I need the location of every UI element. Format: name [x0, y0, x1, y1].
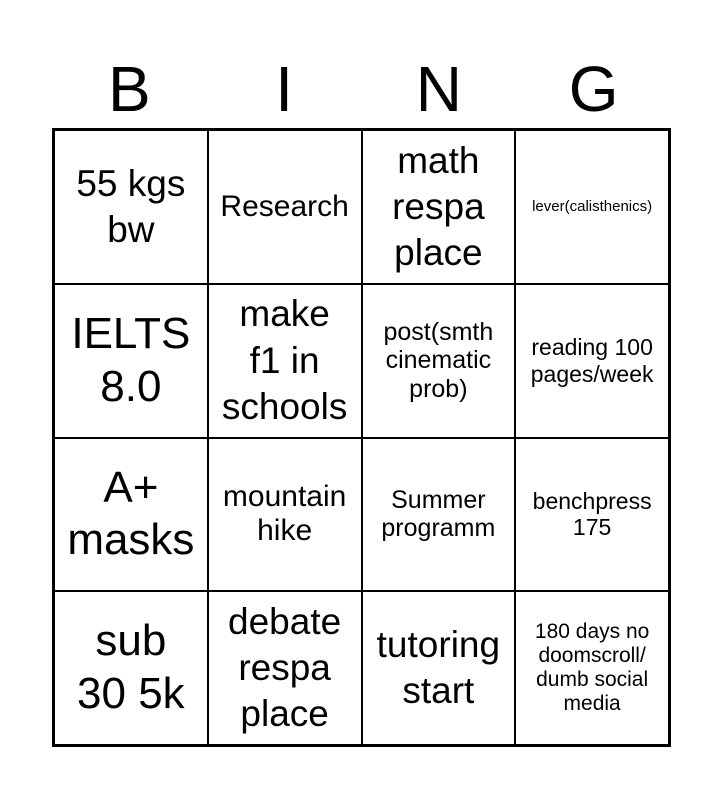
bingo-cell[interactable]: IELTS 8.0 [54, 284, 208, 438]
bingo-cell[interactable]: mountain hike [208, 438, 362, 592]
header-letter-i: I [275, 53, 294, 125]
bingo-cell[interactable]: make f1 in schools [208, 284, 362, 438]
header-letter-g: G [568, 53, 619, 125]
bingo-cell[interactable]: 55 kgs bw [54, 130, 208, 284]
bingo-cell[interactable]: A+ masks [54, 438, 208, 592]
bingo-cell[interactable]: reading 100 pages/week [515, 284, 669, 438]
bingo-cell[interactable]: Summer programm [362, 438, 516, 592]
bingo-cell[interactable]: 180 days no doomscroll/ dumb social media [515, 591, 669, 745]
bingo-grid [52, 128, 671, 747]
bingo-header [52, 50, 671, 128]
bingo-cell[interactable]: tutoring start [362, 591, 516, 745]
bingo-cell[interactable]: post(smth cinematic prob) [362, 284, 516, 438]
bingo-cell[interactable]: lever(calisthenics) [515, 130, 669, 284]
bingo-cell[interactable]: debate respa place [208, 591, 362, 745]
bingo-cell[interactable]: benchpress 175 [515, 438, 669, 592]
header-letter-b: B [108, 53, 151, 125]
bingo-cell[interactable]: Research [208, 130, 362, 284]
header-letter-n: N [415, 53, 462, 125]
bingo-cell[interactable]: sub 30 5k [54, 591, 208, 745]
bingo-cell[interactable]: math respa place [362, 130, 516, 284]
